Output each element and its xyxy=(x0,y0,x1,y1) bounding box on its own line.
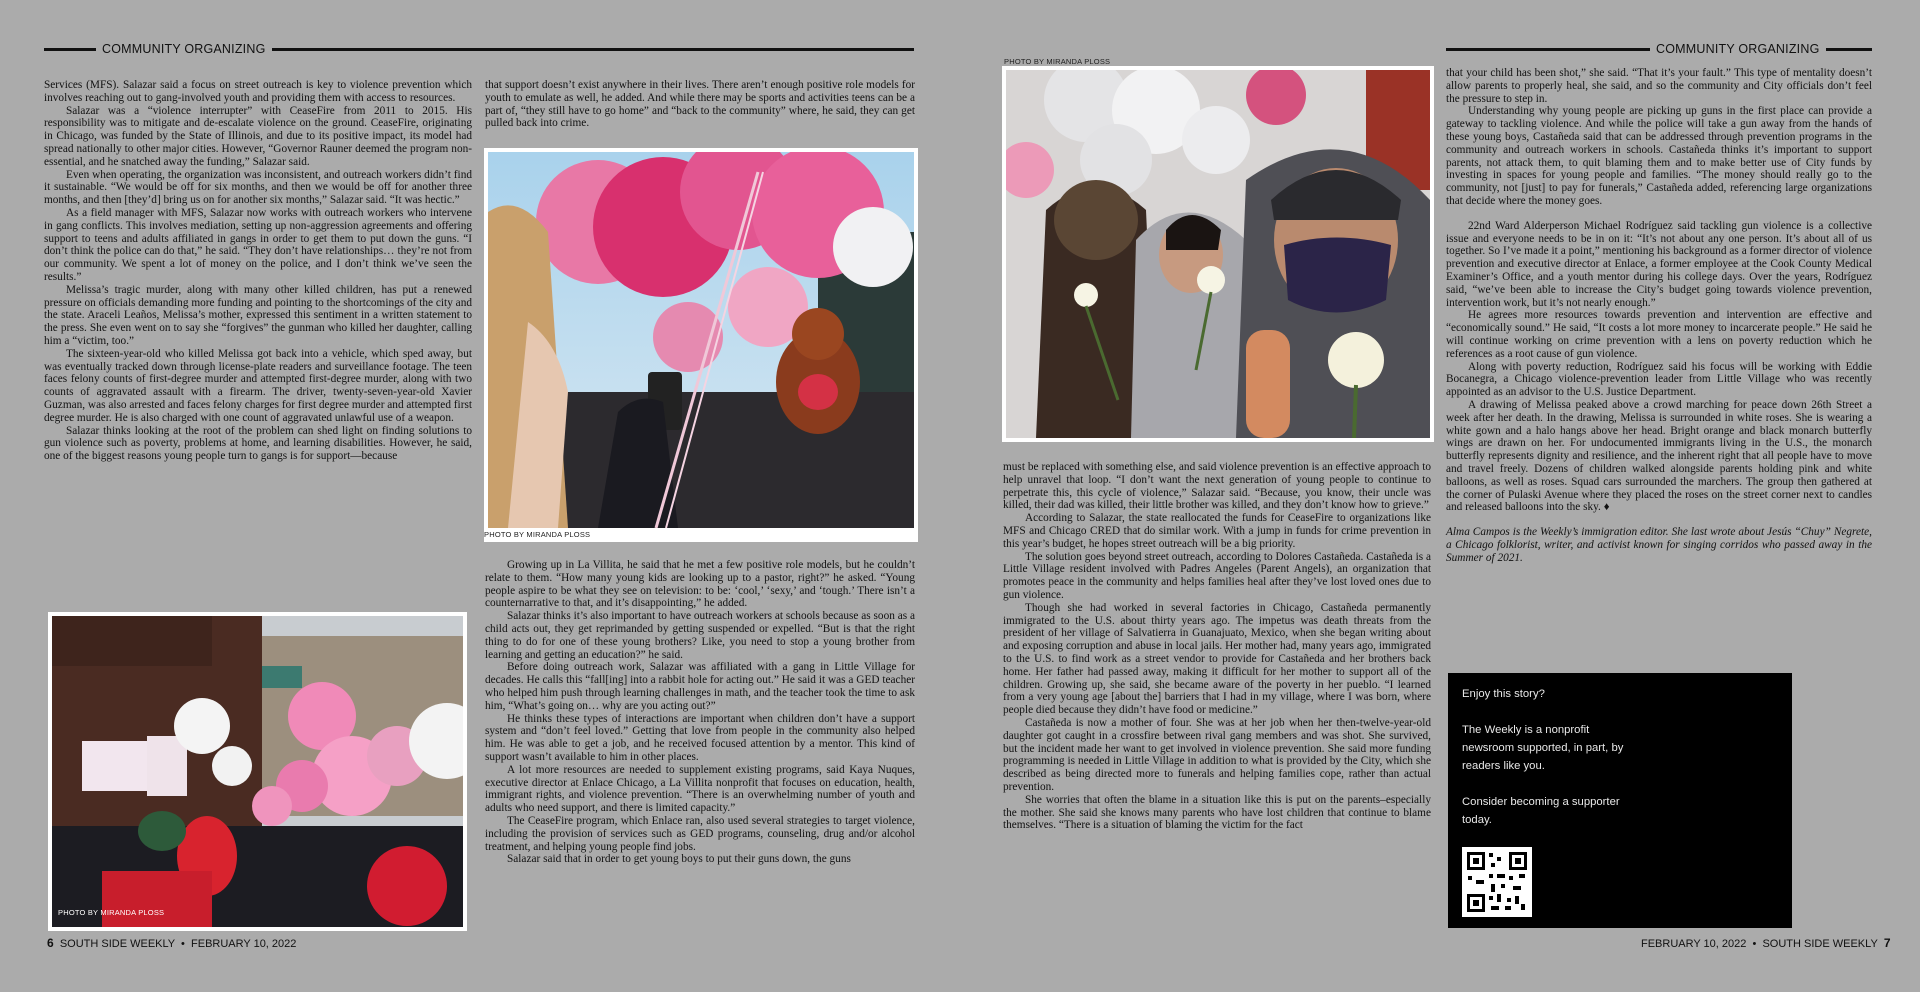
paragraph: The CeaseFire program, which Enlace ran, also used several strategies to target violence, including the provision of services such as GED programs, counseling, drug and/or alcohol treatment, and helping young people find jobs. xyxy=(485,814,915,853)
photo-credit: PHOTO BY MIRANDA PLOSS xyxy=(1004,57,1111,66)
paragraph: Salazar said that in order to get young boys to put their guns down, the guns xyxy=(507,853,851,866)
paragraph: Salazar thinks it’s also important to have outreach workers at schools because as soon as a child acts out, they get reprimanded by getting suspended or expelled. “But is that the right thing to do for one of these young brothers? Like, you need to stop a young brother from learning and getting an education?” he said. xyxy=(485,610,915,661)
photo-crowd-march xyxy=(48,612,467,931)
article-column-1 xyxy=(44,79,472,463)
paragraph: Services (MFS). Salazar said a focus on street outreach is key to violence prevention which involves reaching out to gang-involved youth and providing them with access to resources. xyxy=(44,79,472,104)
section-label: COMMUNITY ORGANIZING xyxy=(96,42,272,56)
footer-right: FEBRUARY 10, 2022 • SOUTH SIDE WEEKLY 7 xyxy=(1641,936,1891,950)
photo-credit: PHOTO BY MIRANDA PLOSS xyxy=(484,530,591,539)
photo-credit: PHOTO BY MIRANDA PLOSS xyxy=(58,908,165,917)
article-column-4 xyxy=(1446,67,1872,564)
photo-image xyxy=(52,616,463,927)
paragraph: The sixteen-year-old who killed Melissa got back into a vehicle, which sped away, but was eventually tracked down through license-plate readers and surveillance footage. The teen faces felony counts of first-degree murder and attempted first-degree murder, along with two counts of aggravated assault with a firearm. The driver, twenty-seven-year-old Xavier Guzman, was also arrested and faces felony charges for first degree murder and attempted first degree murder. He is also charged with one count of aggravated unlawful use of a weapon. xyxy=(44,347,472,424)
paragraph: must be replaced with something else, and said violence prevention is an effective approach to help unravel that loop. “I don’t want the next generation of young people to continue to perpetrate this, this cycle of violence,” Salazar said. “Because, you know, their uncle was killed, their dad was killed, their little brother was killed, and they don’t know how to grieve.” xyxy=(1003,461,1431,512)
paragraph: Understanding why young people are picking up guns in the first place can provide a gateway to tackling violence. And while the police will take a gun away from the hands of these young boys, Castañeda said that can be addressed through prevention programs in the community and outreach workers in schools. Castañeda thinks it’s important to support parents, not attack them, to quit blaming them and to make better use of City funds by investing in spaces for young people and families. “The money should really go to the community, not [just] to pay for funerals,” Castañeda added, referencing large organizations that decide where the money goes. xyxy=(1446,105,1872,207)
article-column-3 xyxy=(1003,461,1431,832)
paragraph: Though she had worked in several factories in Chicago, Castañeda permanently immigrated to the U.S. about thirty years ago. The impetus was death threats from the president of her village of Salvatierra in Guanajuato, Mexico, when she began writing about and exposing corruption and abuse in local jails. Her mother had, many years ago, immigrated to the U.S. to find work as a street vendor to provide for Castañeda and her brothers back home. Her father had passed away, making it difficult for her mother to support all of the children. Growing up, she said, she became aware of the poverty in her pueblo. “I learned from a very young age [about the] barriers that I had in my village, where I was born, where people died because they didn’t have food or medicine.” xyxy=(1003,601,1431,717)
paragraph: 22nd Ward Alderperson Michael Rodríguez said tackling gun violence is a collective issue and everyone needs to be in on it: “It’s not about any one person. It’s about all of us together. So I’ve made it a point,” mentioning his background as a former director of violence prevention and executive director at Enlace, a former employee at the Cook County Medical Examiner’s Office, and a youth mentor during his college days. Over the years, Rodríguez said, “we’ve been able to increase the City’s budget going towards violence prevention, intervention work, but it’s not nearly enough.” xyxy=(1446,219,1872,309)
paragraph: She worries that often the blame in a situation like this is put on the parents–especially the mother. She said she knows many parents who have lost children that continue to blame themselves. “There is a situation of blaming the victim for the fact xyxy=(1003,793,1431,832)
promo-body: The Weekly is a nonprofit newsroom supported, in part, by readers like you. xyxy=(1462,724,1624,772)
paragraph: A lot more resources are needed to supplement existing programs, said Kaya Nuques, executive director at Enlace Chicago, a La Villita nonprofit that focuses on education, health, immigrant rights, and violence prevention. “There is an overwhelming number of youth and adults who need support, and there is limited capacity.” xyxy=(485,763,915,815)
page-number: 7 xyxy=(1883,936,1891,950)
promo-call-to-action: Consider becoming a supporter today. xyxy=(1462,796,1620,826)
promo-text xyxy=(1462,685,1632,847)
page-number: 6 xyxy=(47,936,54,950)
paragraph: Even when operating, the organization was inconsistent, and outreach workers didn’t find it sustainable. “We would be off for six months, and then we would be off for another three months, and then [they’d] bring us on for another six months,” Salazar said. “It was hectic.” xyxy=(44,168,472,207)
publication-name: SOUTH SIDE WEEKLY xyxy=(59,938,175,950)
paragraph: The solution goes beyond street outreach, according to Dolores Castañeda. Castañeda is a Little Village resident involved with Padres Angeles (Parent Angels), an organization that promotes peace in the community and helps families heal after they’ve lost loved ones due to gun violence. xyxy=(1003,550,1431,601)
paragraph: According to Salazar, the state reallocated the funds for CeaseFire to organizations like MFS and Chicago CRED that do similar work. With a jump in funds for crime prevention in this year’s budget, he hopes street outreach will be a big priority. xyxy=(1003,512,1431,550)
photo-mourners-roses xyxy=(1002,66,1434,442)
paragraph: Growing up in La Villita, he said that he met a few positive role models, but he couldn’t relate to them. “How many young kids are looking up to a pastor, right?” he asked. “Young people aspire to be what they see on television: to be: ‘cool,’ ‘sexy,’ and ‘tough.’ There isn’t a counternarrative to that, and it’s disappointing,” he added. xyxy=(485,559,915,610)
paragraph: Salazar was a “violence interrupter” with CeaseFire from 2011 to 2015. His responsibility was to mitigate and de-escalate violence on the ground. CeaseFire, originating in Chicago, was funded by the State of Illinois, and due to its positive impact, its model had spread nationally to other major cities. However, “Governor Rauner deemed the program non-essential, and he snatched away the funding,” Salazar said. xyxy=(44,104,472,168)
paragraph: that your child has been shot,” she said. “That it’s your fault.” This type of mentality doesn’t allow parents to properly heal, she said, and so the community and City officials don’t feel the pressure to step in. xyxy=(1446,67,1872,105)
section-header-left xyxy=(44,42,914,54)
paragraph: As a field manager with MFS, Salazar now works with outreach workers who intervene in gang conflicts. This involves mediation, setting up non-aggression agreements and offering support to teens and adults affiliated in gangs in order to get them to put down the guns. “I don’t think the police can do that,” he said. “They don’t have relationships… they’re not from our community. We spent a lot of money on the police, and I don’t think we’ve seen the results.” xyxy=(44,206,472,283)
issue-date: FEBRUARY 10, 2022 xyxy=(191,938,297,950)
qr-code-icon[interactable] xyxy=(1462,847,1532,917)
author-bio: Alma Campos is the Weekly’s immigration editor. She last wrote about Jesús “Chuy” Negrete, a Chicago folklorist, writer, and activist known for singing corridos who passed away in the Summer of 2021. xyxy=(1446,526,1872,564)
photo-image xyxy=(488,152,914,528)
paragraph: A drawing of Melissa peaked above a crowd marching for peace down 26th Street a week after her death. In the drawing, Melissa is surrounded in white roses. She is wearing a white gown and a halo hangs above her head. Bright orange and black monarch butterfly wings are drawn on her. For undocumented immigrants living in the U.S., the monarch butterfly represents dignity and resilience, and the inherent right that all people have to move and travel freely. Dozens of children walked alongside parents holding pink and white balloons, as well as roses. Squad cars surrounded the marchers. The group then gathered at the corner of Pulaski Avenue where they placed the roses on the street corner next to candles and released balloons into the sky. ♦ xyxy=(1446,398,1872,514)
paragraph: Salazar thinks looking at the root of the problem can shed light on finding solutions to gun violence such as poverty, problems at home, and learning disabilities. However, he said, one of the biggest reasons young people turn to gangs is for support—because xyxy=(44,424,472,463)
paragraph: Before doing outreach work, Salazar was affiliated with a gang in Little Village for decades. He calls this “fall[ing] into a rabbit hole for acting out.” He said it was a GED teacher who helped him push through learning challenges in math, and the teacher took the time to ask him, “What’s going on… why are you acting out?” xyxy=(485,661,915,712)
paragraph: He thinks these types of interactions are important when children don’t have a support system and “don’t feel loved.” Getting that love from people in the community also helped him. He was able to get a job, and he received focused attention by a mentor. This kind of support wasn’t available to him in other places. xyxy=(485,712,915,763)
section-header-right xyxy=(1446,42,1872,54)
paragraph: He agrees more resources towards prevention and intervention are effective and “economically sound.” He said, “It costs a lot more money to incarcerate people.” He said he will continue working on crime prevention with a lens on poverty reduction which he references as a root cause of gun violence. xyxy=(1446,309,1872,360)
paragraph: that support doesn’t exist anywhere in their lives. There aren’t enough positive role models for youth to emulate as well, he added. And while there may be sports and activities teens can be a part of, “they still have to go home” and “back to the community” where, he said, they can get pulled back into crime. xyxy=(485,79,915,130)
paragraph: Along with poverty reduction, Rodríguez said his focus will be working with Eddie Bocanegra, a Chicago violence-prevention leader from Little Village who was recently appointed as an advisor to the U.S. Justice Department. xyxy=(1446,360,1872,399)
donation-promo-box[interactable] xyxy=(1448,673,1792,928)
photo-image xyxy=(1006,70,1430,438)
issue-date: FEBRUARY 10, 2022 xyxy=(1641,938,1747,950)
paragraph: Castañeda is now a mother of four. She was at her job when her then-twelve-year-old daughter got caught in a crossfire between rival gang members and was shot. She survived, but the incident made her want to get involved in violence prevention. She said more funding programming is needed in Little Village in addition to what is provided by the City, which she described as being directed more to funerals and helping families cope, rather than actual prevention. xyxy=(1003,716,1431,793)
promo-heading: Enjoy this story? xyxy=(1462,688,1545,700)
paragraph: Melissa’s tragic murder, along with many other killed children, has put a renewed pressure on officials demanding more funding and pointing to the shortcomings of the city and the state. Araceli Leaños, Melissa’s mother, expressed this sentiment in a written statement to the press. She even went on to say she “forgives” the gunman who killed her daughter, calling him a “victim, too.” xyxy=(44,283,472,347)
article-column-2-top xyxy=(485,79,915,130)
article-column-2-bottom xyxy=(485,559,915,866)
section-label: COMMUNITY ORGANIZING xyxy=(1650,42,1826,56)
footer-left: 6 SOUTH SIDE WEEKLY • FEBRUARY 10, 2022 xyxy=(47,936,297,950)
photo-balloons-vigil xyxy=(484,148,918,542)
publication-name: SOUTH SIDE WEEKLY xyxy=(1762,938,1878,950)
